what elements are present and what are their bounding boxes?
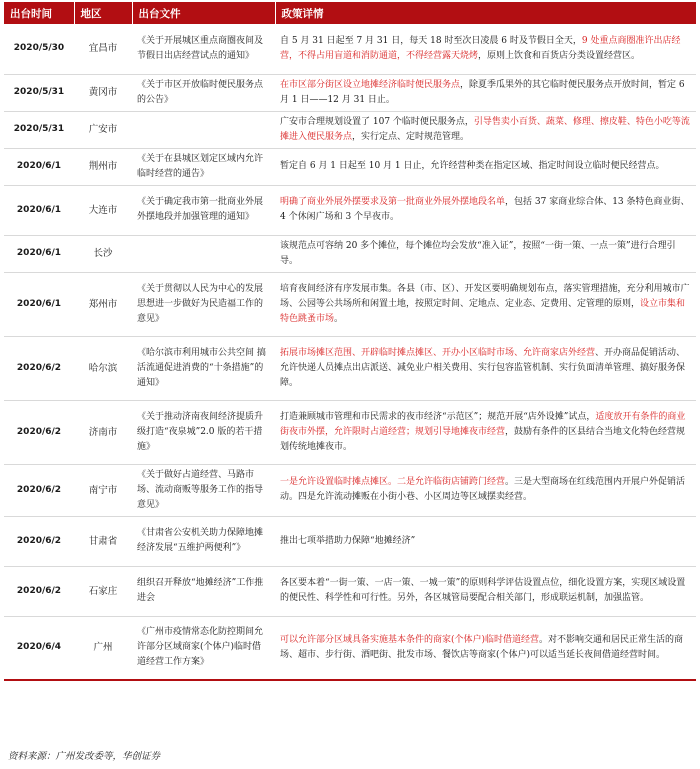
policy-table-container [4, 2, 696, 681]
highlighted-text: 拓展市场摊区范围、开辟临时摊点摊区、开办小区临时市场、允许商家店外经营 [280, 347, 596, 358]
row-date: 2020/6/2 [4, 400, 74, 464]
highlighted-text: 引导售卖小百货、蔬菜、修理、擦皮鞋、特色小吃等流摊进入便民服务点 [280, 116, 690, 142]
header-document: 出台文件 [132, 2, 275, 24]
detail-text: 该规范点可容纳 20 多个摊位，每个摊位均会发放“准入证”，按照“一街一策、一点一策”进行合理引导。 [280, 240, 676, 266]
row-date: 2020/5/31 [4, 74, 74, 111]
detail-text: ，除夏季瓜果外的其它临时便民服务点开放时间，暂定 6 月 1 日——12 月 31 日止。 [280, 79, 685, 105]
row-document: 《关于确定我市第一批商业外展外摆地段并加强管理的通知》 [132, 185, 275, 235]
table-row [4, 235, 696, 272]
row-date: 2020/6/1 [4, 272, 74, 336]
row-region: 广安市 [74, 111, 132, 148]
detail-text: 推出七项举措助力保障“地摊经济” [280, 535, 416, 546]
row-date: 2020/5/30 [4, 24, 74, 74]
row-policy-detail [275, 148, 696, 185]
row-date: 2020/6/2 [4, 566, 74, 616]
detail-text: ，包括 37 家商业综合体、13 条特色商业街、4 个休闲广场和 3 个早夜市。 [280, 197, 690, 222]
row-region: 大连市 [74, 185, 132, 235]
detail-text: 。对不影响交通和居民正常生活的商场、超市、步行街、酒吧街、批发市场、餐饮店等商家(个体户)可以适当延长夜间借道经营时间。 [280, 634, 684, 660]
detail-text: 。三是大型商场在红线范围内开展户外促销活动。四是允许流动摊贩在小街小巷、小区周边等区域摆卖经营。 [280, 477, 686, 502]
highlighted-text: 设立市集和特色跳蚤市场 [280, 298, 686, 324]
detail-text: ，原则上饮食和百货店分类设置经营区。 [478, 50, 641, 61]
table-header-row [4, 2, 696, 24]
detail-text: 打造兼顾城市管理和市民需求的夜市经济“示范区”；规范开展“店外设摊”试点， [280, 411, 596, 422]
row-policy-detail [275, 185, 696, 235]
row-policy-detail [275, 566, 696, 616]
row-policy-detail [275, 111, 696, 148]
row-region: 宜昌市 [74, 24, 132, 74]
highlighted-text: 9 处重点商圈准许出店经营，不得占用盲道和消防通道，不得经营露天烧烤 [280, 35, 681, 61]
row-document: 《关于推动济南夜间经济提质升级打造“夜泉城”2.0 版的若干措施》 [132, 400, 275, 464]
table-row [4, 111, 696, 148]
table-row [4, 400, 696, 464]
header-date: 出台时间 [4, 2, 74, 24]
highlighted-text: 在市区部分街区设立地摊经济临时便民服务点 [280, 79, 461, 90]
highlighted-text: 适度放开有条件的商业街夜市外摆，允许限时占道经营；规划引导地摊夜市经营 [280, 411, 686, 437]
detail-text: 。 [334, 313, 344, 324]
table-row [4, 616, 696, 680]
row-date: 2020/6/1 [4, 148, 74, 185]
row-document: 《关于贯彻以人民为中心的发展思想进一步做好为民造福工作的意见》 [132, 272, 275, 336]
table-row [4, 272, 696, 336]
row-policy-detail [275, 74, 696, 111]
row-policy-detail [275, 464, 696, 516]
source-note: 资料来源：广州发改委等，华创证券 [8, 751, 161, 762]
row-region: 济南市 [74, 400, 132, 464]
row-document: 《关于市区开放临时便民服务点的公告》 [132, 74, 275, 111]
row-date: 2020/6/2 [4, 464, 74, 516]
highlighted-text: 明确了商业外展外摆要求及第一批商业外展外摆地段名单 [280, 197, 506, 207]
row-date: 2020/6/1 [4, 185, 74, 235]
row-document: 《广州市疫情常态化防控期间允许部分区域商家(个体户)临时借道经营工作方案》 [132, 616, 275, 680]
table-row [4, 566, 696, 616]
row-document: 《关于做好占道经营、马路市场、流动商贩等服务工作的指导意见》 [132, 464, 275, 516]
detail-text: ，鼓励有条件的区县结合当地文化特色经营规划传统地摊夜市。 [280, 426, 686, 452]
row-region: 郑州市 [74, 272, 132, 336]
row-date: 2020/6/4 [4, 616, 74, 680]
row-region: 黄冈市 [74, 74, 132, 111]
table-row [4, 336, 696, 400]
row-policy-detail [275, 336, 696, 400]
row-region: 石家庄 [74, 566, 132, 616]
detail-text: ，实行定点、定时规范管理。 [352, 131, 470, 142]
row-document: 《哈尔滨市利用城市公共空间 搞活流通促进消费的“十条措施”的通知》 [132, 336, 275, 400]
row-policy-detail [275, 400, 696, 464]
row-region: 长沙 [74, 235, 132, 272]
row-policy-detail [275, 272, 696, 336]
row-document: 《关于在县城区划定区域内允许临时经营的通告》 [132, 148, 275, 185]
row-region: 甘肃省 [74, 516, 132, 566]
highlighted-text: 一是允许设置临时摊点摊区。二是允许临街店铺跨门经营 [280, 477, 506, 487]
table-row [4, 148, 696, 185]
highlighted-text: 可以允许部分区域具备实施基本条件的商家(个体户)临时借道经营 [280, 634, 540, 645]
row-date: 2020/5/31 [4, 111, 74, 148]
policy-table [4, 2, 696, 681]
detail-text: 暂定自 6 月 1 日起至 10 月 1 日止，允许经营种类在指定区域、指定时间设立临时便民经营点。 [280, 161, 665, 171]
detail-text: 自 5 月 31 日起至 7 月 31 日，每天 18 时至次日凌晨 6 时及节假日全天， [280, 35, 582, 46]
row-region: 荆州市 [74, 148, 132, 185]
row-date: 2020/6/2 [4, 516, 74, 566]
row-date: 2020/6/1 [4, 235, 74, 272]
row-document: 《关于开展城区重点商圈夜间及节假日出店经营试点的通知》 [132, 24, 275, 74]
table-row [4, 185, 696, 235]
header-region: 地区 [74, 2, 132, 24]
table-row [4, 74, 696, 111]
row-policy-detail [275, 235, 696, 272]
row-document: 《甘肃省公安机关助力保障地摊经济发展“五维护两便利”》 [132, 516, 275, 566]
detail-text: 各区要本着“一街一策、一店一策、一城一策”的原则科学评估设置点位，细化设置方案，实现区域设置的便民性、科学性和可行性。另外，各区城管局要配合相关部门，形成联运机制，加强监管。 [280, 578, 686, 603]
detail-text: 、开办商品促销活动、允许快递人员摊点出店派送、减免业户相关费用、实行包容监管机制、实行负面清单管理、搞好服务保障。 [280, 347, 686, 388]
detail-text: 广安市合理规划设置了 107 个临时便民服务点， [280, 116, 474, 127]
row-region: 广州 [74, 616, 132, 680]
table-row [4, 464, 696, 516]
row-policy-detail [275, 616, 696, 680]
row-policy-detail [275, 24, 696, 74]
detail-text: 培育夜间经济有序发展市集。各县（市、区）、开发区要明确规划布点，落实管理措施，充分利用城市广场、公园等公共场所和闲置土地，按照定时间、定地点、定业态、定费用、定管理的原则， [280, 283, 690, 309]
header-policy-detail: 政策详情 [275, 2, 696, 24]
row-policy-detail [275, 516, 696, 566]
row-region: 哈尔滨 [74, 336, 132, 400]
row-document [132, 111, 275, 148]
row-date: 2020/6/2 [4, 336, 74, 400]
table-row [4, 24, 696, 74]
row-document [132, 235, 275, 272]
table-row [4, 516, 696, 566]
row-document: 组织召开释放“地摊经济”工作推进会 [132, 566, 275, 616]
row-region: 南宁市 [74, 464, 132, 516]
